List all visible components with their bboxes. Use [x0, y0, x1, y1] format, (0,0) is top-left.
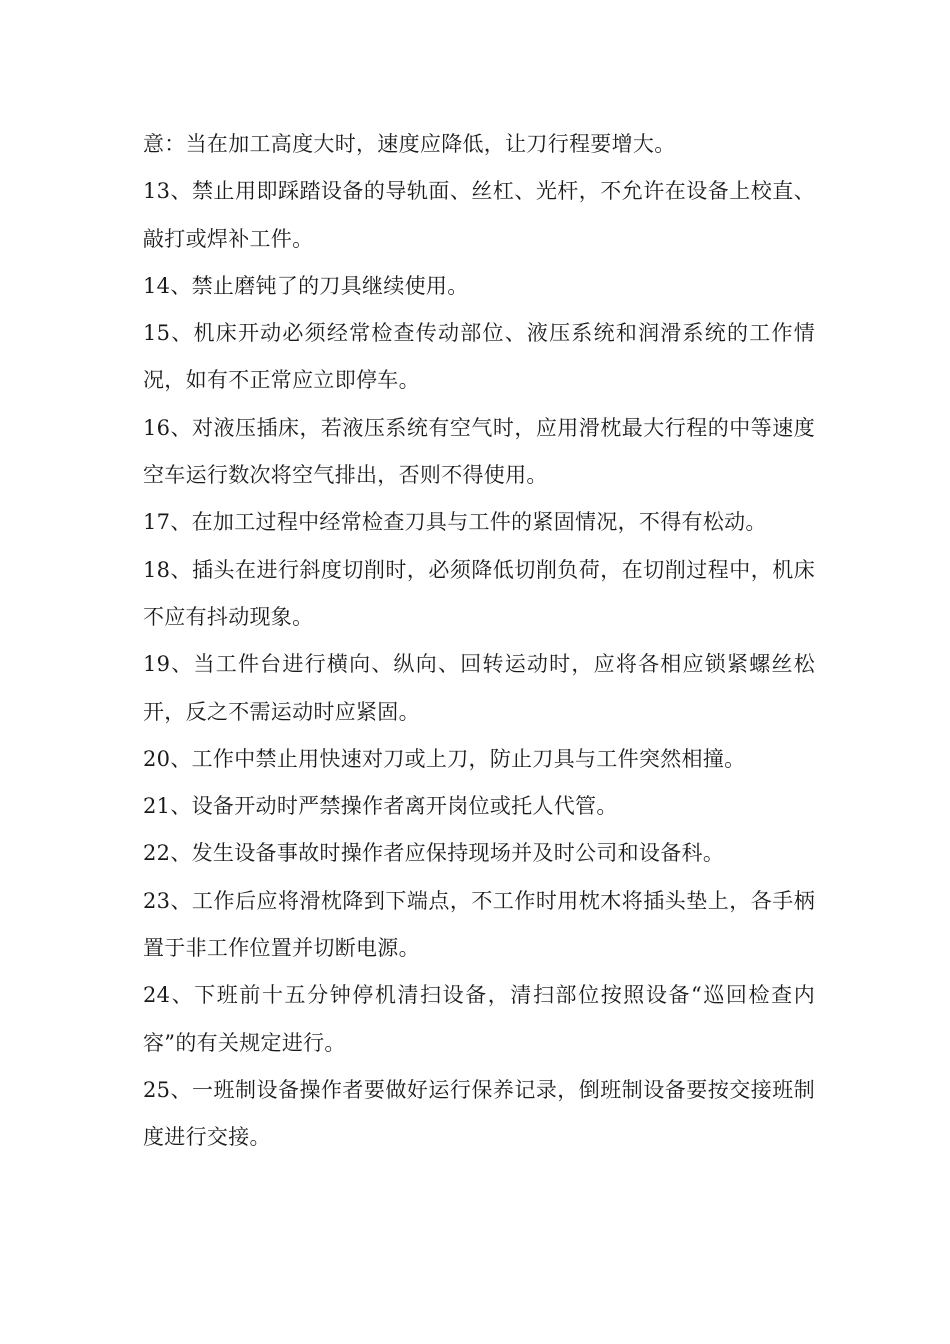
- paragraph-item-15: 15、机床开动必须经常检查传动部位、液压系统和润滑系统的工作情况，如有不正常应立即停车。: [143, 321, 815, 393]
- paragraph-item-17: 17、在加工过程中经常检查刀具与工件的紧固情况，不得有松动。: [143, 510, 767, 535]
- paragraph-item-19: 19、当工件台进行横向、纵向、回转运动时，应将各相应锁紧螺丝松开，反之不需运动时应紧固。: [143, 652, 815, 724]
- paragraph-item-23: 23、工作后应将滑枕降到下端点，不工作时用枕木将插头垫上，各手柄置于非工作位置并切断电源。: [143, 888, 815, 961]
- paragraph-item-22: 22、发生设备事故时操作者应保持现场并及时公司和设备科。: [143, 841, 725, 866]
- paragraph-item-13: 13、禁止用即踩踏设备的导轨面、丝杠、光杆，不允许在设备上校直、敲打或焊补工件。: [143, 179, 815, 251]
- paragraph-item-18: 18、插头在进行斜度切削时，必须降低切削负荷，在切削过程中，机床不应有抖动现象。: [143, 557, 815, 629]
- paragraph-item-20: 20、工作中禁止用快速对刀或上刀，防止刀具与工件突然相撞。: [143, 746, 746, 771]
- paragraph-continuation: 意：当在加工高度大时，速度应降低，让刀行程要增大。: [143, 132, 676, 156]
- paragraph-item-25: 25、一班制设备操作者要做好运行保养记录，倒班制设备要按交接班制度进行交接。: [143, 1077, 815, 1150]
- paragraph-item-21: 21、设备开动时严禁操作者离开岗位或托人代管。: [143, 794, 618, 819]
- paragraph-item-14: 14、禁止磨钝了的刀具继续使用。: [143, 273, 469, 298]
- document-body: [143, 121, 815, 1162]
- paragraph-item-24: 24、下班前十五分钟停机清扫设备，清扫部位按照设备“巡回检查内容”的有关规定进行。: [143, 983, 815, 1055]
- paragraph-item-16: 16、对液压插床，若液压系统有空气时，应用滑枕最大行程的中等速度空车运行数次将空气排出，否则不得使用。: [143, 415, 815, 488]
